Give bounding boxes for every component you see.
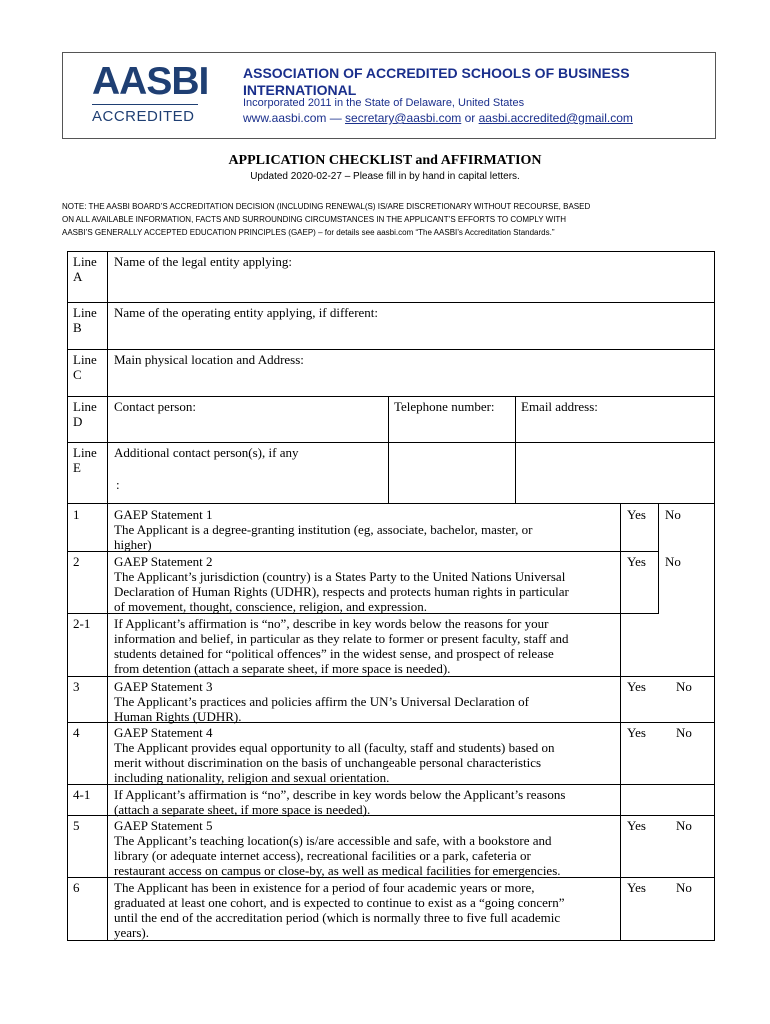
additional-contact-colon: : (116, 477, 120, 492)
statement-3-number: 3 (73, 679, 80, 694)
table-border-bottom (67, 940, 715, 941)
legal-entity-field[interactable]: Name of the legal entity applying: (114, 254, 292, 269)
contact-line (243, 111, 633, 125)
no-col-left (658, 503, 659, 613)
page-title: APPLICATION CHECKLIST and AFFIRMATION (228, 153, 542, 168)
operating-entity-field[interactable]: Name of the operating entity applying, if different: (114, 305, 379, 320)
table-col-divider-line (107, 251, 108, 941)
telephone-field[interactable]: Telephone number: (394, 399, 495, 414)
statement-2-no-checkbox[interactable]: No (665, 554, 681, 569)
yes-col-left (620, 613, 621, 940)
note-block (62, 200, 722, 239)
line-a-label: Line A (73, 254, 97, 284)
statement-6-text: The Applicant has been in existence for a period of four academic years or more, graduated at least one cohort, and is expected to continue to exist as a “going concern” until the end of the accreditation period (which is normally three to five full academic years). (114, 880, 565, 940)
line-e-label: Line E (73, 445, 97, 475)
statement-4-text: GAEP Statement 4 The Applicant provides equal opportunity to all (faculty, staff and students) based on merit without discrimination on the basis of unchangeable personal characteristics including nationality, religion and sexual orientation. (114, 725, 555, 785)
incorporated-text: Incorporated 2011 in the State of Delaware, United States (243, 97, 525, 109)
statement-1-no-checkbox[interactable]: No (665, 507, 681, 522)
logo-text: AASBI (92, 60, 209, 103)
statement-5-text: GAEP Statement 5 The Applicant’s teaching location(s) is/are accessible and safe, with a bookstore and library (or adequate internet access), recreational facilities or a park, cafeteria or restaurant access on campus or close-by, as well as medical facilities for emergencies. (114, 818, 561, 878)
address-field[interactable]: Main physical location and Address: (114, 352, 304, 367)
row-divider (67, 442, 715, 443)
aasbi-logo (92, 60, 209, 125)
org-name-line1: ASSOCIATION OF ACCREDITED SCHOOLS OF BUSINESS (243, 65, 630, 81)
table-border-right (714, 251, 715, 941)
org-name-line2: INTERNATIONAL (243, 82, 357, 98)
updated-note: Updated 2020-02-27 – Please fill in by hand in capital letters. (250, 171, 520, 182)
row-divider (67, 349, 715, 350)
email-field[interactable]: Email address: (521, 399, 598, 414)
website-text: www.aasbi.com — (243, 111, 346, 125)
email-link-accredited[interactable]: aasbi.accredited@gmail.com (478, 111, 633, 125)
statement-4-1-text[interactable]: If Applicant’s affirmation is “no”, describe in key words below the Applicant’s reasons (attach a separate sheet, if more space is needed). (114, 787, 566, 817)
note-line2: ON ALL AVAILABLE INFORMATION, FACTS AND SURROUNDING CIRCUMSTANCES IN THE APPLICANT’S EFFORTS TO COMPLY WITH (62, 215, 567, 224)
col-divider-email (515, 396, 516, 503)
logo-subtext: ACCREDITED (92, 108, 195, 125)
statement-4-1-number: 4-1 (73, 787, 91, 802)
statement-4-no-checkbox[interactable]: No (676, 725, 692, 740)
statement-2-yes-checkbox[interactable]: Yes (627, 554, 646, 569)
statement-1-number: 1 (73, 507, 80, 522)
statement-2-text: GAEP Statement 2 The Applicant’s jurisdiction (country) is a States Party to the United Nations Universal Declaration of Human Rights (UDHR), respects and protects human rights in particular of movement, thought, conscience, religion, and expression. (114, 554, 569, 614)
statement-3-text: GAEP Statement 3 The Applicant’s practices and policies affirm the UN’s Universal Declaration of Human Rights (UDHR). (114, 679, 529, 724)
org-name (243, 65, 630, 99)
table-border-left (67, 251, 68, 941)
row-divider (67, 302, 715, 303)
yes-col-left (620, 503, 621, 613)
note-line1: NOTE: THE AASBI BOARD’S ACCREDITATION DECISION (INCLUDING RENEWAL(S) IS/ARE DISCRETIONARY WITHOUT RECOURSE, BASED (62, 202, 591, 211)
line-c-label: Line C (73, 352, 97, 382)
additional-contact-field[interactable]: Additional contact person(s), if any (114, 445, 299, 460)
statement-6-yes-checkbox[interactable]: Yes (627, 880, 646, 895)
statement-2-1-text[interactable]: If Applicant’s affirmation is “no”, describe in key words below the reasons for your information and belief, in particular as they relate to former or present faculty, staff and students detained for “political offences” in the widest sense, and prospect of release from detention (attach a separate sheet, if more space is needed). (114, 616, 569, 676)
logo-divider (92, 104, 198, 105)
statement-4-yes-checkbox[interactable]: Yes (627, 725, 646, 740)
table-border-top (67, 251, 715, 252)
email-link-secretary[interactable]: secretary@aasbi.com (345, 111, 462, 125)
statement-6-no-checkbox[interactable]: No (676, 880, 692, 895)
statement-5-number: 5 (73, 818, 80, 833)
statement-2-1-number: 2-1 (73, 616, 91, 631)
contact-person-field[interactable]: Contact person: (114, 399, 196, 414)
row-divider (67, 503, 715, 504)
statement-6-number: 6 (73, 880, 80, 895)
row-divider (67, 676, 715, 677)
note-line3: AASBI’S GENERALLY ACCEPTED EDUCATION PRINCIPLES (GAEP) – for details see aasbi.com “The AASBI’s Accreditation Standards.” (62, 228, 555, 237)
statement-3-no-checkbox[interactable]: No (676, 679, 692, 694)
statement-5-no-checkbox[interactable]: No (676, 818, 692, 833)
statement-2-number: 2 (73, 554, 80, 569)
statement-4-number: 4 (73, 725, 80, 740)
line-d-label: Line D (73, 399, 97, 429)
statement-3-yes-checkbox[interactable]: Yes (627, 679, 646, 694)
line-b-label: Line B (73, 305, 97, 335)
col-divider-phone (388, 396, 389, 503)
statement-1-text: GAEP Statement 1 The Applicant is a degree-granting institution (eg, associate, bachelor, master, or higher) (114, 507, 533, 552)
contact-or-text: or (461, 111, 479, 125)
statement-1-yes-checkbox[interactable]: Yes (627, 507, 646, 522)
row-divider (67, 396, 715, 397)
statement-5-yes-checkbox[interactable]: Yes (627, 818, 646, 833)
